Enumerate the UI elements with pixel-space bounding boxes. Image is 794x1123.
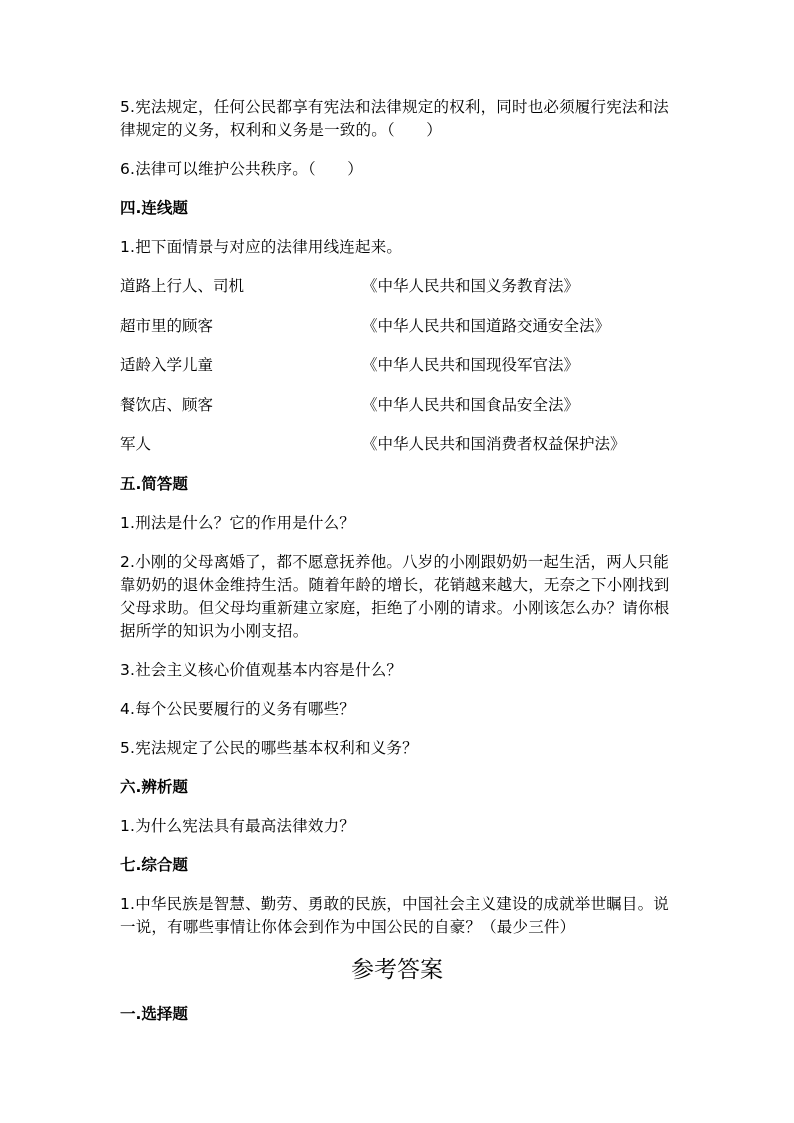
section5-question-3: 3.社会主义核心价值观基本内容是什么？	[120, 660, 403, 679]
matching-right: 《中华人民共和国食品安全法》	[362, 395, 580, 414]
answers-title: 参考答案	[351, 956, 443, 983]
matching-left: 道路上行人、司机	[120, 277, 245, 295]
matching-left: 军人	[120, 435, 152, 453]
matching-row	[120, 315, 680, 337]
matching-row	[120, 433, 680, 455]
answers-heading-1: 一.选择题	[120, 1004, 188, 1023]
section5-heading: 五.简答题	[120, 474, 188, 493]
section5-question-4: 4.每个公民要履行的义务有哪些？	[120, 699, 355, 718]
worksheet-page	[120, 96, 680, 1042]
section4-heading: 四.连线题	[120, 199, 188, 217]
section6-question: 1.为什么宪法具有最高法律效力？	[120, 816, 355, 835]
section5-question-1: 1.刑法是什么？它的作用是什么？	[120, 513, 355, 532]
matching-left: 适龄入学儿童	[120, 356, 214, 374]
matching-right: 《中华人民共和国道路交通安全法》	[362, 316, 611, 335]
matching-row	[120, 354, 680, 376]
matching-row	[120, 394, 680, 416]
section5-question-2: 2.小刚的父母离婚了，都不愿意抚养他。八岁的小刚跟奶奶一起生活，两人只能靠奶奶的退休金维持生活。随着年龄的增长，花销越来越大，无奈之下小刚找到父母求助。但父母均重新建立家庭，拒绝了小刚的请求。小刚该怎么办？请你根据所学的知识为小刚支招。	[120, 552, 670, 640]
matching-right: 《中华人民共和国现役军官法》	[362, 356, 580, 374]
matching-left: 超市里的顾客	[120, 316, 214, 335]
tf-item-5: 5.宪法规定，任何公民都享有宪法和法律规定的权利，同时也必须履行宪法和法律规定的义务，权利和义务是一致的。（ ）	[120, 98, 669, 139]
tf-item-6: 6.法律可以维护公共秩序。（ ）	[120, 160, 363, 178]
matching-right: 《中华人民共和国义务教育法》	[362, 277, 580, 295]
matching-right: 《中华人民共和国消费者权益保护法》	[362, 435, 626, 453]
section5-question-5: 5.宪法规定了公民的哪些基本权利和义务？	[120, 738, 418, 757]
matching-row	[120, 275, 680, 297]
section6-heading: 六.辨析题	[120, 777, 188, 796]
matching-left: 餐饮店、顾客	[120, 395, 214, 414]
section7-heading: 七.综合题	[120, 855, 188, 874]
section7-question: 1.中华民族是智慧、勤劳、勇敢的民族，中国社会主义建设的成就举世瞩目。说一说，有哪些事情让你体会到作为中国公民的自豪？（最少三件）	[120, 894, 669, 936]
section4-question: 1.把下面情景与对应的法律用线连起来。	[120, 238, 403, 256]
